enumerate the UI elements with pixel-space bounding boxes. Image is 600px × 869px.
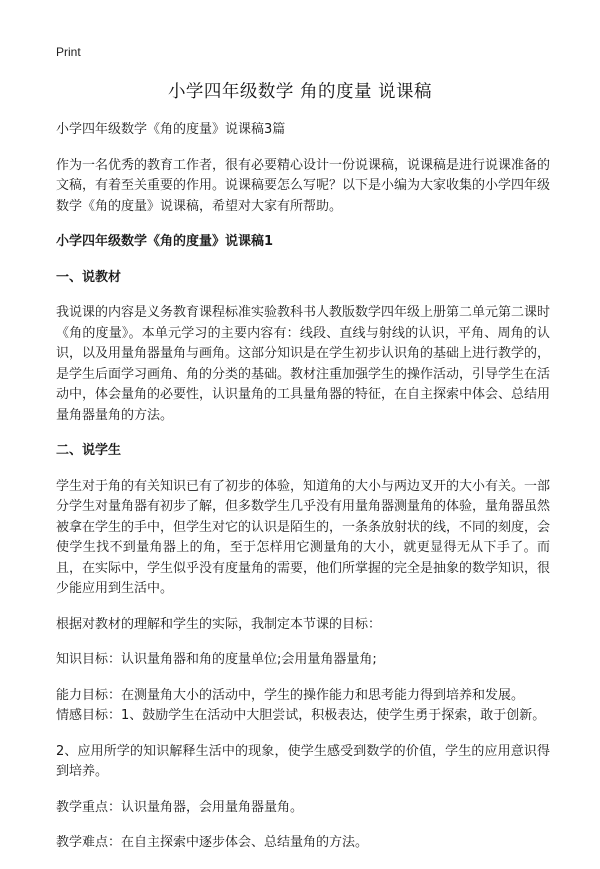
goals-intro: 根据对教材的理解和学生的实际，我制定本节课的目标： bbox=[56, 616, 382, 632]
article-subtitle: 小学四年级数学《角的度量》说课稿3篇 bbox=[56, 122, 286, 137]
students-heading: 二、说学生 bbox=[56, 443, 122, 458]
textbook-paragraph: 我说课的内容是义务教育课程标准实验教科书人教版数学四年级上册第二单元第二课时《角的度量》。本单元学习的主要内容有：线段、直线与射线的认识，平角、周角的认识，以及用量角器量角与画角。这部分知识是在学生初步认识角的基础上进行教学的，是学生后面学习画角、角的分类的基础。教材注重加强学生的操作活动，引导学生在活动中，体会量角的必要性，认识量角的工具量角器的特征，在自主探索中体会、总结用量角器量角的方法。 bbox=[56, 305, 551, 423]
application-goal: 2、应用所学的知识解释生活中的现象，使学生感受到数学的价值，学生的应用意识得到培养。 bbox=[56, 743, 550, 779]
part-heading: 小学四年级数学《角的度量》说课稿1 bbox=[56, 234, 274, 249]
print-link[interactable]: Print bbox=[56, 45, 81, 59]
intro-paragraph: 作为一名优秀的教育工作者，很有必要精心设计一份说课稿，说课稿是进行说课准备的文稿，有着至关重要的作用。说课稿要怎么写呢？以下是小编为大家收集的小学四年级数学《角的度量》说课稿，希望对大家有所帮助。 bbox=[56, 157, 551, 214]
students-paragraph: 学生对于角的有关知识已有了初步的体验，知道角的大小与两边叉开的大小有关。一部分学生对量角器有初步了解，但多数学生几乎没有用量角器测量角的体验，量角器虽然被拿在学生的手中，但学生对它的认识是陌生的，一条条放射状的线，不同的刻度，会使学生找不到量角器上的角，至于怎样用它测量角的大小，就更显得无从下手了。而且，在实际中，学生似乎没有度量角的需要，他们所掌握的完全是抽象的数学知识，很少能应用到生活中。 bbox=[56, 478, 551, 596]
article-body bbox=[56, 120, 550, 869]
difficult-point: 教学难点：在自主探索中逐步体会、总结量角的方法。 bbox=[56, 835, 369, 850]
textbook-heading: 一、说教材 bbox=[56, 269, 122, 285]
ability-goal: 能力目标：在测量角大小的活动中，学生的操作能力和思考能力得到培养和发展。 bbox=[56, 687, 525, 703]
knowledge-goal: 知识目标：认识量角器和角的度量单位;会用量角器量角; bbox=[56, 652, 377, 667]
key-point: 教学重点：认识量角器，会用量角器量角。 bbox=[56, 799, 304, 815]
emotion-goal: 情感目标：1、鼓励学生在活动中大胆尝试，积极表达，使学生勇于探索，敢于创新。 bbox=[56, 708, 546, 723]
page-title: 小学四年级数学 角的度量 说课稿 bbox=[167, 82, 433, 102]
